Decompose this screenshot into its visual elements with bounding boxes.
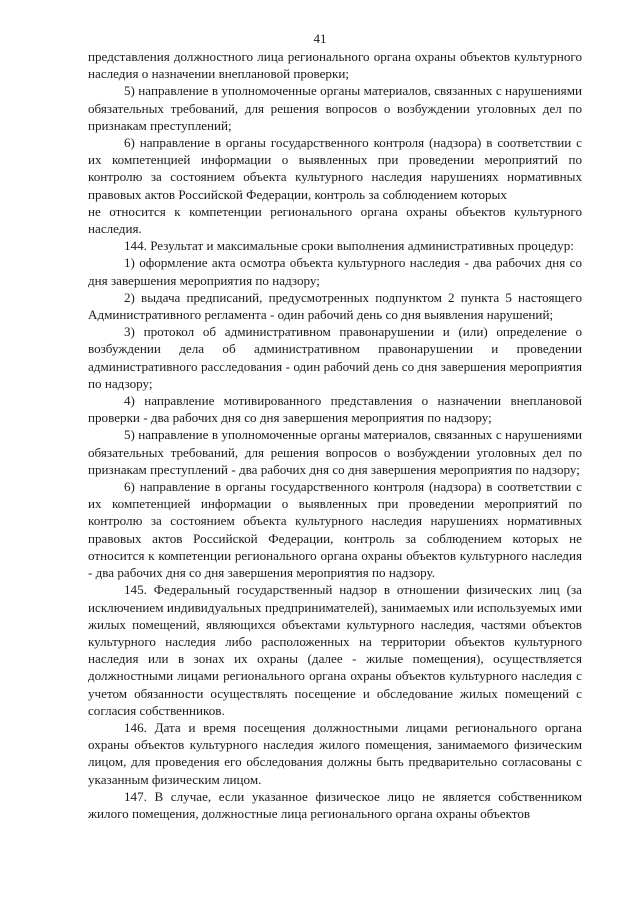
paragraph: представления должностного лица регионального органа охраны объектов культурного наследия о назначении внеплановой проверки; bbox=[88, 49, 582, 82]
paragraph: 146. Дата и время посещения должностными лицами регионального органа охраны объектов культурного наследия жилого помещения, занимаемого физическим лицом, для проведения его обследования должны быть предварительно согласованы с указанным физическим лицом. bbox=[88, 719, 582, 787]
paragraph: 1) оформление акта осмотра объекта культурного наследия - два рабочих дня со дня завершения мероприятия по надзору; bbox=[88, 255, 582, 288]
page-number: 41 bbox=[313, 31, 327, 46]
paragraph: 5) направление в уполномоченные органы материалов, связанных с нарушениями обязательных требований, для решения вопросов о возбуждении уголовных дел по признакам преступлений - два рабочих дня со дня завершения мероприятия по надзору; bbox=[88, 427, 582, 477]
paragraph: 5) направление в уполномоченные органы материалов, связанных с нарушениями обязательных требований, для решения вопросов о возбуждении уголовных дел по признакам преступлений; bbox=[88, 83, 582, 133]
paragraph: 6) направление в органы государственного контроля (надзора) в соответствии с их компетенцией информации о выявленных при проведении мероприятий по контролю за состоянием объекта культурного наследия нарушениях нормативных правовых актов Российской Федерации, контроль за соблюдением которых bbox=[88, 135, 582, 202]
paragraph: 147. В случае, если указанное физическое лицо не является собственником жилого помещения, должностные лица регионального органа охраны объектов bbox=[88, 788, 582, 821]
paragraph: 6) направление в органы государственного контроля (надзора) в соответствии с их компетенцией информации о выявленных при проведении мероприятий по контролю за состоянием объекта культурного наследия нарушениях нормативных правовых актов Российской Федерации, контроль за соблюдением которых не относится к компетенции регионального органа охраны объектов культурного наследия - два рабочих дня со дня завершения мероприятия по надзору. bbox=[88, 479, 582, 581]
paragraph: 3) протокол об административном правонарушении и (или) определение о возбуждении дела об административном правонарушении и проведении административного расследования - один рабочий день со дня завершения мероприятия по надзору; bbox=[88, 324, 582, 391]
paragraph: 4) направление мотивированного представления о назначении внеплановой проверки - два рабочих дня со дня завершения мероприятия по надзору; bbox=[88, 393, 582, 426]
paragraph: не относится к компетенции регионального органа охраны объектов культурного наследия. bbox=[88, 203, 582, 237]
paragraph: 144. Результат и максимальные сроки выполнения административных процедур: bbox=[124, 238, 574, 254]
paragraph: 145. Федеральный государственный надзор в отношении физических лиц (за исключением индивидуальных предпринимателей), занимаемых или используемых ими жилых помещений, являющихся объектами культурного наследия, частями объектов культурного наследия либо расположенных на территории объектов культурного наследия или в зонах их охраны (далее - жилые помещения), осуществляется должностными лицами регионального органа охраны объектов культурного наследия с учетом обязанности осуществлять посещение и обследование жилых помещений с согласия собственников. bbox=[88, 582, 582, 718]
document-body bbox=[88, 48, 582, 822]
paragraph: 2) выдача предписаний, предусмотренных подпунктом 2 пункта 5 настоящего Административного регламента - один рабочий день со дня выявления нарушений; bbox=[88, 289, 582, 323]
